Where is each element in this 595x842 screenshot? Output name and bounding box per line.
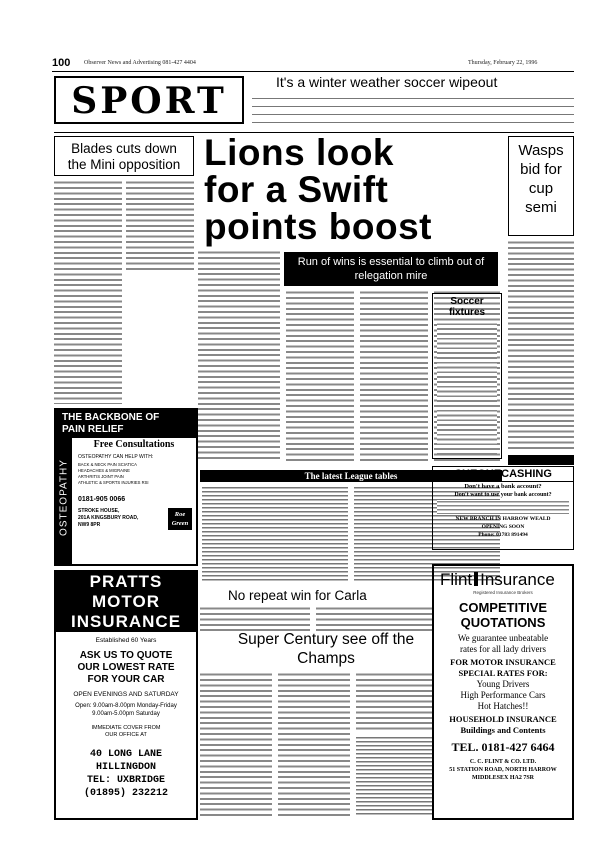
pratts-ask-line3: FOR YOUR CAR xyxy=(87,674,165,685)
wasps-body xyxy=(508,240,574,450)
flint-logo-mark xyxy=(474,572,478,586)
league-tables-title: The latest League tables xyxy=(200,470,502,482)
flint-brand2: Insurance xyxy=(480,570,555,589)
super-century-body xyxy=(200,672,432,817)
chequecashing-line1: Don't have a bank account? xyxy=(464,483,542,490)
chequecashing-opening: OPENING SOON xyxy=(481,524,525,530)
pratts-established: Established 60 Years xyxy=(95,637,157,644)
pratts-title-line1: PRATTS xyxy=(89,572,163,591)
flint-competitive2: QUOTATIONS xyxy=(460,615,546,630)
flint-addr1: 51 STATION ROAD, NORTH HARROW xyxy=(449,767,557,773)
pratts-addr-line2: HILLINGDON xyxy=(95,762,156,773)
flint-tel: TEL. 0181-427 6464 xyxy=(451,740,555,754)
sport-label: SPORT xyxy=(71,80,227,122)
flint-household2: Buildings and Contents xyxy=(460,725,546,735)
header-rule xyxy=(52,71,574,72)
pratts-ask-block xyxy=(56,650,196,686)
pratts-addr-line1: 40 LONG LANE xyxy=(89,749,162,760)
osteopathy-title-line2: PAIN RELIEF xyxy=(62,424,124,435)
wasps-headline-box xyxy=(508,136,574,236)
osteopathy-address-line: NW9 8PR xyxy=(78,522,101,528)
soccer-wipeout-headline: It's a winter weather soccer wipeout xyxy=(276,74,498,90)
chequecashing-phone: Phone: 01783 891494 xyxy=(478,532,528,538)
pratts-cover-line2: OUR OFFICE AT xyxy=(105,732,147,738)
page-number: 100 xyxy=(52,57,71,69)
flint-motor: FOR MOTOR INSURANCE xyxy=(450,657,556,667)
osteopathy-condition: BACK & NECK PAIN SCIATICA xyxy=(78,462,137,467)
lions-subhead: Run of wins is essential to climb out of relegation mire xyxy=(284,252,498,286)
flint-hot: Hot Hatches!! xyxy=(477,701,529,711)
osteopathy-condition: HEADACHES & MIGRAINE xyxy=(78,468,130,473)
pratts-open: OPEN EVENINGS AND SATURDAY xyxy=(73,691,179,698)
osteopathy-condition: ARTHRITIS JOINT PAIN xyxy=(78,474,124,479)
flint-addr2: MIDDLESEX HA2 7SR xyxy=(471,775,534,781)
newspaper-page xyxy=(48,52,578,822)
pratts-ask-line2: OUR LOWEST RATE xyxy=(77,662,175,673)
osteopathy-advert xyxy=(54,408,198,566)
osteopathy-side-bar xyxy=(56,438,72,564)
flint-hp: High Performance Cars xyxy=(460,690,546,700)
chequecashing-line2: Don't want to use your bank account? xyxy=(454,492,552,498)
wasps-headline: Wasps bid for cup semi xyxy=(518,142,564,216)
blades-body xyxy=(54,180,194,404)
chequecashing-branch: NEW BRANCH IN HARROW WEALD xyxy=(455,516,551,522)
osteopathy-conditions xyxy=(78,462,194,486)
flint-logo xyxy=(434,566,572,590)
pratts-title-line2: MOTOR xyxy=(92,592,160,611)
osteopathy-free: Free Consultations xyxy=(93,439,175,450)
osteopathy-address-line: 201A KINGSBURY ROAD, xyxy=(78,515,139,521)
pratts-cover-line1: IMMEDIATE COVER FROM xyxy=(91,725,161,731)
pratts-hours-line1: Open: 9.00am-8.00pm Monday-Friday xyxy=(75,703,177,709)
flint-company: C. C. FLINT & CO. LTD. xyxy=(469,759,537,765)
chequecashing-advert xyxy=(432,466,574,550)
lions-headline-line2: for a Swift xyxy=(204,169,389,210)
blades-headline-box xyxy=(54,136,194,176)
paper-masthead: Observer News and Advertising 081-427 4404 xyxy=(84,60,196,66)
pratts-ask-line1: ASK US TO QUOTE xyxy=(79,650,173,661)
flint-household1: HOUSEHOLD INSURANCE xyxy=(449,714,557,724)
sport-section-box xyxy=(54,76,244,124)
lions-headline-line1: Lions look xyxy=(204,132,394,173)
flint-young: Young Drivers xyxy=(476,679,530,689)
pratts-hours-line2: 9.00am-5.00pm Saturday xyxy=(92,711,160,717)
osteopathy-title-line1: THE BACKBONE OF xyxy=(62,412,160,423)
soccer-wipeout-body xyxy=(252,92,574,128)
osteopathy-condition: ATHLETIC & SPORTS INJURIES RSI xyxy=(78,480,149,485)
osteopathy-logo-text: Roe Green xyxy=(171,511,189,527)
super-century-headline: Super Century see off the Champs xyxy=(237,631,415,667)
osteopathy-address-line: STROKE HOUSE, xyxy=(78,508,120,514)
pratts-addr-line4: (01895) 232212 xyxy=(83,788,168,799)
osteopathy-help-with: OSTEOPATHY CAN HELP WITH: xyxy=(78,454,154,460)
no-repeat-headline: No repeat win for Carla xyxy=(228,588,367,603)
pratts-addr-line3: TEL: UXBRIDGE xyxy=(86,775,165,786)
flint-guarantee2: rates for all lady drivers xyxy=(460,644,546,654)
osteopathy-phone: 0181-905 0066 xyxy=(78,496,126,503)
soccer-fixtures-title: Soccer fixtures xyxy=(448,296,486,318)
soccer-fixtures-box xyxy=(432,293,502,459)
flint-guarantee1: We guarantee unbeatable xyxy=(457,633,549,643)
osteopathy-address xyxy=(78,508,158,529)
chequecashing-title: CHEQUECASHING xyxy=(433,467,573,482)
pratts-title-block xyxy=(56,572,196,632)
osteopathy-logo xyxy=(168,508,192,530)
pratts-address-block xyxy=(56,748,196,800)
lions-headline-line3: points boost xyxy=(204,206,432,247)
flint-tagline: Registered Insurance Brokers xyxy=(473,590,533,595)
wasps-ad-strip xyxy=(508,455,574,465)
osteopathy-side-label: OSTEOPATHY xyxy=(58,459,70,536)
blades-headline: Blades cuts down the Mini opposition xyxy=(67,141,181,172)
issue-date: Thursday, February 22, 1996 xyxy=(468,60,538,66)
pratts-advert xyxy=(54,570,198,820)
flint-brand1: Flint xyxy=(440,570,473,589)
flint-special: SPECIAL RATES FOR: xyxy=(458,668,548,678)
pratts-title-line3: INSURANCE xyxy=(70,612,182,631)
flint-insurance-advert xyxy=(432,564,574,820)
osteopathy-title-bar xyxy=(56,410,196,438)
flint-competitive1: COMPETITIVE xyxy=(458,600,548,615)
